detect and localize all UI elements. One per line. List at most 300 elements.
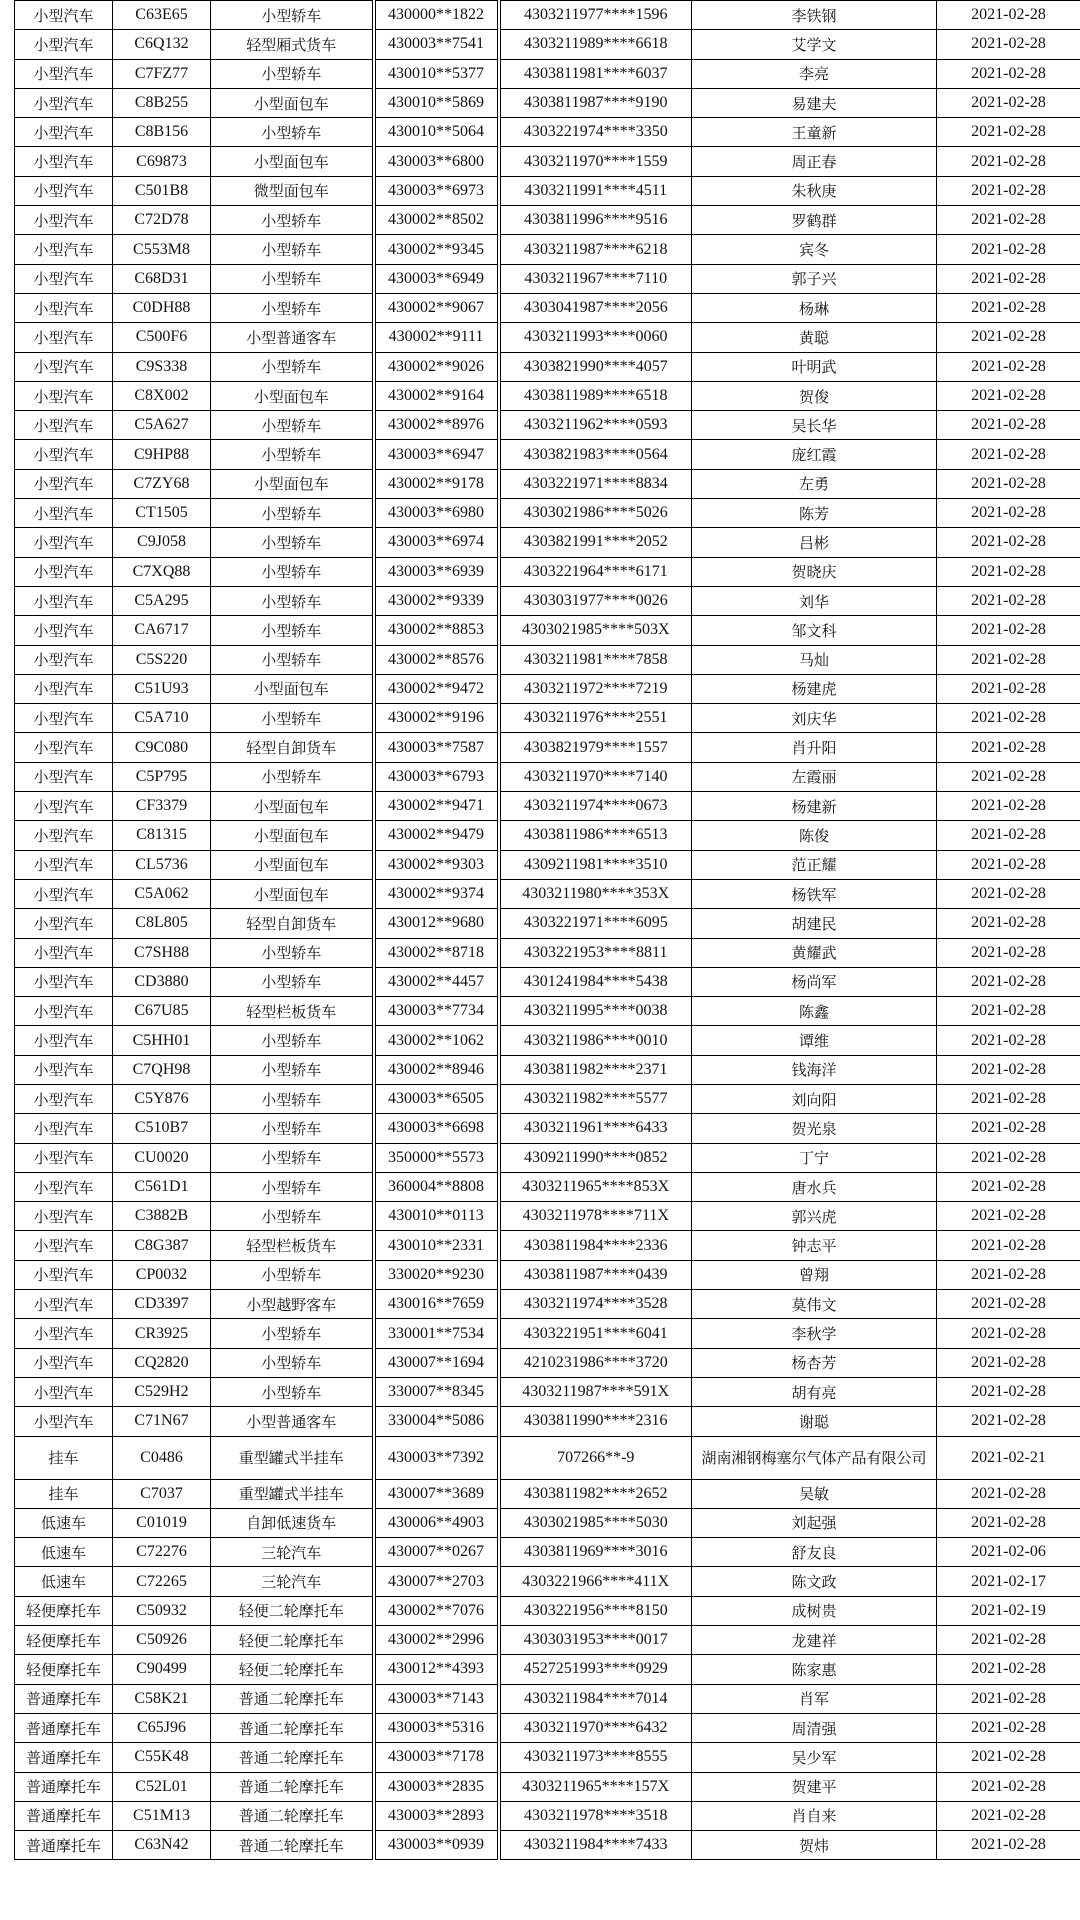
vehicle-category-cell: 小型汽车 — [15, 997, 113, 1026]
date-cell: 2021-02-28 — [937, 674, 1080, 703]
code-cell: 430002**9479 — [374, 821, 499, 850]
id-number-cell: 4303211967****7110 — [499, 264, 692, 293]
plate-number-cell: C5S220 — [113, 645, 211, 674]
plate-number-cell: C51U93 — [113, 674, 211, 703]
code-cell: 330007**8345 — [374, 1377, 499, 1406]
id-number-cell: 4303211995****0038 — [499, 997, 692, 1026]
table-row — [15, 1436, 1080, 1479]
table-row — [15, 1508, 1080, 1537]
plate-number-cell: CD3397 — [113, 1290, 211, 1319]
owner-name-cell: 钟志平 — [692, 1231, 937, 1260]
date-cell: 2021-02-28 — [937, 1, 1080, 30]
vehicle-category-cell: 小型汽车 — [15, 528, 113, 557]
owner-name-cell: 杨尚军 — [692, 967, 937, 996]
vehicle-type-cell: 普通二轮摩托车 — [211, 1713, 374, 1742]
vehicle-type-cell: 小型轿车 — [211, 1055, 374, 1084]
id-number-cell: 4303211970****1559 — [499, 147, 692, 176]
id-number-cell: 4303021986****5026 — [499, 499, 692, 528]
table-row — [15, 323, 1080, 352]
date-cell: 2021-02-28 — [937, 1026, 1080, 1055]
id-number-cell: 4303221966****411X — [499, 1567, 692, 1596]
table-row — [15, 469, 1080, 498]
table-row — [15, 1026, 1080, 1055]
date-cell: 2021-02-28 — [937, 206, 1080, 235]
id-number-cell: 4303811989****6518 — [499, 381, 692, 410]
plate-number-cell: CD3880 — [113, 967, 211, 996]
plate-number-cell: C55K48 — [113, 1743, 211, 1772]
vehicle-type-cell: 轻便二轮摩托车 — [211, 1596, 374, 1625]
code-cell: 430002**9471 — [374, 792, 499, 821]
code-cell: 430003**5316 — [374, 1713, 499, 1742]
vehicle-category-cell: 低速车 — [15, 1538, 113, 1567]
plate-number-cell: CF3379 — [113, 792, 211, 821]
owner-name-cell: 杨建新 — [692, 792, 937, 821]
vehicle-type-cell: 小型轿车 — [211, 704, 374, 733]
owner-name-cell: 罗鹤群 — [692, 206, 937, 235]
id-number-cell: 4303211973****8555 — [499, 1743, 692, 1772]
code-cell: 430000**1822 — [374, 1, 499, 30]
code-cell: 430010**0113 — [374, 1202, 499, 1231]
table-row — [15, 1319, 1080, 1348]
id-number-cell: 4303221971****8834 — [499, 469, 692, 498]
plate-number-cell: C52L01 — [113, 1772, 211, 1801]
date-cell: 2021-02-28 — [937, 1084, 1080, 1113]
vehicle-category-cell: 小型汽车 — [15, 586, 113, 615]
vehicle-category-cell: 小型汽车 — [15, 616, 113, 645]
owner-name-cell: 陈家惠 — [692, 1655, 937, 1684]
date-cell: 2021-02-28 — [937, 1290, 1080, 1319]
plate-number-cell: C7ZY68 — [113, 469, 211, 498]
date-cell: 2021-02-28 — [937, 1407, 1080, 1436]
code-cell: 430003**7734 — [374, 997, 499, 1026]
id-number-cell: 4303811990****2316 — [499, 1407, 692, 1436]
plate-number-cell: C3882B — [113, 1202, 211, 1231]
table-row — [15, 352, 1080, 381]
date-cell: 2021-02-28 — [937, 1713, 1080, 1742]
id-number-cell: 4303821979****1557 — [499, 733, 692, 762]
table-row — [15, 1055, 1080, 1084]
plate-number-cell: C69873 — [113, 147, 211, 176]
owner-name-cell: 湖南湘钢梅塞尔气体产品有限公司 — [692, 1436, 937, 1479]
table-row — [15, 1538, 1080, 1567]
plate-number-cell: C5Y876 — [113, 1084, 211, 1113]
code-cell: 430002**9026 — [374, 352, 499, 381]
vehicle-category-cell: 小型汽车 — [15, 850, 113, 879]
code-cell: 430010**5377 — [374, 59, 499, 88]
vehicle-category-cell: 小型汽车 — [15, 879, 113, 908]
vehicle-type-cell: 小型面包车 — [211, 879, 374, 908]
plate-number-cell: C8B156 — [113, 118, 211, 147]
code-cell: 430003**7541 — [374, 30, 499, 59]
vehicle-type-cell: 小型轿车 — [211, 59, 374, 88]
code-cell: 430002**9196 — [374, 704, 499, 733]
date-cell: 2021-02-28 — [937, 528, 1080, 557]
code-cell: 430002**9472 — [374, 674, 499, 703]
id-number-cell: 4303031953****0017 — [499, 1626, 692, 1655]
date-cell: 2021-02-28 — [937, 1626, 1080, 1655]
table-row — [15, 176, 1080, 205]
vehicle-type-cell: 微型面包车 — [211, 176, 374, 205]
id-number-cell: 4303211987****591X — [499, 1377, 692, 1406]
id-number-cell: 4527251993****0929 — [499, 1655, 692, 1684]
owner-name-cell: 贺光泉 — [692, 1114, 937, 1143]
vehicle-category-cell: 小型汽车 — [15, 1407, 113, 1436]
vehicle-type-cell: 小型轿车 — [211, 1260, 374, 1289]
vehicle-category-cell: 普通摩托车 — [15, 1772, 113, 1801]
vehicle-type-cell: 轻便二轮摩托车 — [211, 1626, 374, 1655]
code-cell: 430002**7076 — [374, 1596, 499, 1625]
vehicle-type-cell: 小型轿车 — [211, 1202, 374, 1231]
table-row — [15, 1290, 1080, 1319]
table-body — [15, 1, 1080, 1860]
plate-number-cell: C63N42 — [113, 1831, 211, 1860]
plate-number-cell: C0DH88 — [113, 293, 211, 322]
date-cell: 2021-02-28 — [937, 1114, 1080, 1143]
owner-name-cell: 李铁钢 — [692, 1, 937, 30]
date-cell: 2021-02-06 — [937, 1538, 1080, 1567]
plate-number-cell: C8X002 — [113, 381, 211, 410]
date-cell: 2021-02-28 — [937, 645, 1080, 674]
plate-number-cell: C5A062 — [113, 879, 211, 908]
id-number-cell: 4303221953****8811 — [499, 938, 692, 967]
plate-number-cell: C8L805 — [113, 909, 211, 938]
id-number-cell: 4309211981****3510 — [499, 850, 692, 879]
code-cell: 430002**9339 — [374, 586, 499, 615]
id-number-cell: 4301241984****5438 — [499, 967, 692, 996]
plate-number-cell: CU0020 — [113, 1143, 211, 1172]
vehicle-type-cell: 小型轿车 — [211, 206, 374, 235]
id-number-cell: 4303821991****2052 — [499, 528, 692, 557]
date-cell: 2021-02-28 — [937, 323, 1080, 352]
code-cell: 430003**6974 — [374, 528, 499, 557]
owner-name-cell: 吴长华 — [692, 411, 937, 440]
date-cell: 2021-02-28 — [937, 1801, 1080, 1830]
vehicle-type-cell: 小型轿车 — [211, 762, 374, 791]
table-row — [15, 1084, 1080, 1113]
plate-number-cell: C500F6 — [113, 323, 211, 352]
id-number-cell: 4303211965****157X — [499, 1772, 692, 1801]
plate-number-cell: C5A627 — [113, 411, 211, 440]
vehicle-type-cell: 小型轿车 — [211, 411, 374, 440]
table-row — [15, 88, 1080, 117]
code-cell: 430002**2996 — [374, 1626, 499, 1655]
table-row — [15, 1, 1080, 30]
date-cell: 2021-02-28 — [937, 821, 1080, 850]
owner-name-cell: 左霞丽 — [692, 762, 937, 791]
date-cell: 2021-02-28 — [937, 967, 1080, 996]
table-row — [15, 1377, 1080, 1406]
vehicle-category-cell: 小型汽车 — [15, 1, 113, 30]
vehicle-category-cell: 小型汽车 — [15, 352, 113, 381]
plate-number-cell: C63E65 — [113, 1, 211, 30]
plate-number-cell: C51M13 — [113, 1801, 211, 1830]
vehicle-category-cell: 小型汽车 — [15, 938, 113, 967]
table-row — [15, 30, 1080, 59]
code-cell: 430003**6949 — [374, 264, 499, 293]
owner-name-cell: 刘起强 — [692, 1508, 937, 1537]
vehicle-category-cell: 挂车 — [15, 1479, 113, 1508]
plate-number-cell: C50932 — [113, 1596, 211, 1625]
code-cell: 430007**1694 — [374, 1348, 499, 1377]
table-row — [15, 411, 1080, 440]
date-cell: 2021-02-21 — [937, 1436, 1080, 1479]
table-row — [15, 645, 1080, 674]
table-row — [15, 118, 1080, 147]
vehicle-category-cell: 普通摩托车 — [15, 1801, 113, 1830]
date-cell: 2021-02-28 — [937, 235, 1080, 264]
owner-name-cell: 陈芳 — [692, 499, 937, 528]
plate-number-cell: C67U85 — [113, 997, 211, 1026]
owner-name-cell: 陈俊 — [692, 821, 937, 850]
plate-number-cell: C7SH88 — [113, 938, 211, 967]
vehicle-type-cell: 三轮汽车 — [211, 1567, 374, 1596]
vehicle-type-cell: 小型轿车 — [211, 1026, 374, 1055]
id-number-cell: 4303211978****3518 — [499, 1801, 692, 1830]
vehicle-category-cell: 小型汽车 — [15, 674, 113, 703]
table-row — [15, 704, 1080, 733]
table-row — [15, 1596, 1080, 1625]
plate-number-cell: CT1505 — [113, 499, 211, 528]
date-cell: 2021-02-28 — [937, 762, 1080, 791]
owner-name-cell: 肖军 — [692, 1684, 937, 1713]
owner-name-cell: 李亮 — [692, 59, 937, 88]
id-number-cell: 4303821990****4057 — [499, 352, 692, 381]
id-number-cell: 4303221951****6041 — [499, 1319, 692, 1348]
owner-name-cell: 马灿 — [692, 645, 937, 674]
code-cell: 430002**9111 — [374, 323, 499, 352]
table-row — [15, 1202, 1080, 1231]
plate-number-cell: C5P795 — [113, 762, 211, 791]
id-number-cell: 4303811987****9190 — [499, 88, 692, 117]
code-cell: 430010**5064 — [374, 118, 499, 147]
vehicle-category-cell: 小型汽车 — [15, 1348, 113, 1377]
vehicle-category-cell: 小型汽车 — [15, 1260, 113, 1289]
table-row — [15, 1172, 1080, 1201]
plate-number-cell: C58K21 — [113, 1684, 211, 1713]
code-cell: 430006**4903 — [374, 1508, 499, 1537]
plate-number-cell: C72276 — [113, 1538, 211, 1567]
date-cell: 2021-02-28 — [937, 1055, 1080, 1084]
id-number-cell: 4303211962****0593 — [499, 411, 692, 440]
vehicle-category-cell: 小型汽车 — [15, 118, 113, 147]
id-number-cell: 707266**-9 — [499, 1436, 692, 1479]
date-cell: 2021-02-28 — [937, 118, 1080, 147]
table-row — [15, 1684, 1080, 1713]
table-row — [15, 1567, 1080, 1596]
id-number-cell: 4303221956****8150 — [499, 1596, 692, 1625]
owner-name-cell: 宾冬 — [692, 235, 937, 264]
table-row — [15, 821, 1080, 850]
vehicle-type-cell: 轻型栏板货车 — [211, 1231, 374, 1260]
vehicle-type-cell: 小型轿车 — [211, 938, 374, 967]
owner-name-cell: 唐水兵 — [692, 1172, 937, 1201]
code-cell: 430002**9178 — [374, 469, 499, 498]
id-number-cell: 4303211981****7858 — [499, 645, 692, 674]
vehicle-category-cell: 小型汽车 — [15, 1026, 113, 1055]
table-row — [15, 616, 1080, 645]
vehicle-category-cell: 小型汽车 — [15, 1172, 113, 1201]
vehicle-category-cell: 小型汽车 — [15, 1290, 113, 1319]
date-cell: 2021-02-28 — [937, 1143, 1080, 1172]
owner-name-cell: 黄耀武 — [692, 938, 937, 967]
vehicle-category-cell: 小型汽车 — [15, 411, 113, 440]
id-number-cell: 4303211980****353X — [499, 879, 692, 908]
plate-number-cell: C561D1 — [113, 1172, 211, 1201]
code-cell: 430002**4457 — [374, 967, 499, 996]
date-cell: 2021-02-28 — [937, 293, 1080, 322]
table-row — [15, 1348, 1080, 1377]
owner-name-cell: 胡建民 — [692, 909, 937, 938]
vehicle-type-cell: 自卸低速货车 — [211, 1508, 374, 1537]
vehicle-category-cell: 小型汽车 — [15, 821, 113, 850]
owner-name-cell: 莫伟文 — [692, 1290, 937, 1319]
plate-number-cell: C5A710 — [113, 704, 211, 733]
table-row — [15, 1479, 1080, 1508]
id-number-cell: 4309211990****0852 — [499, 1143, 692, 1172]
id-number-cell: 4303211970****7140 — [499, 762, 692, 791]
owner-name-cell: 胡有亮 — [692, 1377, 937, 1406]
code-cell: 430003**6698 — [374, 1114, 499, 1143]
vehicle-type-cell: 小型轿车 — [211, 1143, 374, 1172]
table-row — [15, 206, 1080, 235]
code-cell: 430002**9067 — [374, 293, 499, 322]
date-cell: 2021-02-28 — [937, 1684, 1080, 1713]
date-cell: 2021-02-28 — [937, 1172, 1080, 1201]
plate-number-cell: CL5736 — [113, 850, 211, 879]
vehicle-type-cell: 小型轿车 — [211, 1377, 374, 1406]
code-cell: 430003**7392 — [374, 1436, 499, 1479]
date-cell: 2021-02-28 — [937, 1508, 1080, 1537]
owner-name-cell: 陈鑫 — [692, 997, 937, 1026]
id-number-cell: 4303821983****0564 — [499, 440, 692, 469]
owner-name-cell: 杨杏芳 — [692, 1348, 937, 1377]
vehicle-type-cell: 轻型自卸货车 — [211, 909, 374, 938]
code-cell: 430010**2331 — [374, 1231, 499, 1260]
plate-number-cell: C7XQ88 — [113, 557, 211, 586]
code-cell: 430003**7143 — [374, 1684, 499, 1713]
code-cell: 350000**5573 — [374, 1143, 499, 1172]
owner-name-cell: 贺炜 — [692, 1831, 937, 1860]
vehicle-type-cell: 小型轿车 — [211, 557, 374, 586]
vehicle-category-cell: 小型汽车 — [15, 967, 113, 996]
date-cell: 2021-02-28 — [937, 1479, 1080, 1508]
id-number-cell: 4210231986****3720 — [499, 1348, 692, 1377]
date-cell: 2021-02-28 — [937, 586, 1080, 615]
code-cell: 430003**6800 — [374, 147, 499, 176]
plate-number-cell: C7QH98 — [113, 1055, 211, 1084]
date-cell: 2021-02-28 — [937, 1231, 1080, 1260]
owner-name-cell: 吕彬 — [692, 528, 937, 557]
vehicle-type-cell: 小型普通客车 — [211, 1407, 374, 1436]
code-cell: 430003**6505 — [374, 1084, 499, 1113]
plate-number-cell: C72265 — [113, 1567, 211, 1596]
code-cell: 430002**1062 — [374, 1026, 499, 1055]
vehicle-type-cell: 轻便二轮摩托车 — [211, 1655, 374, 1684]
code-cell: 430003**6980 — [374, 499, 499, 528]
id-number-cell: 4303221974****3350 — [499, 118, 692, 147]
code-cell: 430003**6939 — [374, 557, 499, 586]
vehicle-type-cell: 小型面包车 — [211, 469, 374, 498]
plate-number-cell: C0486 — [113, 1436, 211, 1479]
date-cell: 2021-02-28 — [937, 30, 1080, 59]
date-cell: 2021-02-28 — [937, 909, 1080, 938]
owner-name-cell: 刘华 — [692, 586, 937, 615]
code-cell: 430002**9374 — [374, 879, 499, 908]
id-number-cell: 4303811996****9516 — [499, 206, 692, 235]
table-row — [15, 733, 1080, 762]
vehicle-category-cell: 小型汽车 — [15, 909, 113, 938]
id-number-cell: 4303211986****0010 — [499, 1026, 692, 1055]
vehicle-type-cell: 小型面包车 — [211, 381, 374, 410]
vehicle-type-cell: 小型越野客车 — [211, 1290, 374, 1319]
table-row — [15, 792, 1080, 821]
vehicle-records-table — [14, 0, 1080, 1860]
table-row — [15, 557, 1080, 586]
code-cell: 330001**7534 — [374, 1319, 499, 1348]
id-number-cell: 4303211987****6218 — [499, 235, 692, 264]
date-cell: 2021-02-28 — [937, 411, 1080, 440]
owner-name-cell: 杨琳 — [692, 293, 937, 322]
id-number-cell: 4303211965****853X — [499, 1172, 692, 1201]
code-cell: 430002**9345 — [374, 235, 499, 264]
owner-name-cell: 舒友良 — [692, 1538, 937, 1567]
code-cell: 430003**7587 — [374, 733, 499, 762]
owner-name-cell: 刘向阳 — [692, 1084, 937, 1113]
table-row — [15, 499, 1080, 528]
plate-number-cell: CP0032 — [113, 1260, 211, 1289]
vehicle-type-cell: 小型轿车 — [211, 1, 374, 30]
owner-name-cell: 钱海洋 — [692, 1055, 937, 1084]
id-number-cell: 4303221964****6171 — [499, 557, 692, 586]
table-row — [15, 909, 1080, 938]
code-cell: 430003**2893 — [374, 1801, 499, 1830]
code-cell: 430007**0267 — [374, 1538, 499, 1567]
vehicle-type-cell: 重型罐式半挂车 — [211, 1436, 374, 1479]
plate-number-cell: C553M8 — [113, 235, 211, 264]
plate-number-cell: C501B8 — [113, 176, 211, 205]
id-number-cell: 4303811969****3016 — [499, 1538, 692, 1567]
id-number-cell: 4303811984****2336 — [499, 1231, 692, 1260]
table-row — [15, 879, 1080, 908]
id-number-cell: 4303211961****6433 — [499, 1114, 692, 1143]
vehicle-type-cell: 小型轿车 — [211, 528, 374, 557]
date-cell: 2021-02-28 — [937, 1260, 1080, 1289]
code-cell: 430003**6947 — [374, 440, 499, 469]
code-cell: 430003**2835 — [374, 1772, 499, 1801]
id-number-cell: 4303211974****0673 — [499, 792, 692, 821]
date-cell: 2021-02-28 — [937, 1319, 1080, 1348]
table-row — [15, 967, 1080, 996]
vehicle-category-cell: 小型汽车 — [15, 1202, 113, 1231]
plate-number-cell: C8G387 — [113, 1231, 211, 1260]
vehicle-category-cell: 小型汽车 — [15, 762, 113, 791]
date-cell: 2021-02-28 — [937, 1743, 1080, 1772]
code-cell: 430007**3689 — [374, 1479, 499, 1508]
vehicle-type-cell: 普通二轮摩托车 — [211, 1831, 374, 1860]
owner-name-cell: 郭子兴 — [692, 264, 937, 293]
owner-name-cell: 叶明武 — [692, 352, 937, 381]
id-number-cell: 4303211991****4511 — [499, 176, 692, 205]
vehicle-type-cell: 小型轿车 — [211, 264, 374, 293]
plate-number-cell: C90499 — [113, 1655, 211, 1684]
plate-number-cell: C9J058 — [113, 528, 211, 557]
vehicle-category-cell: 小型汽车 — [15, 59, 113, 88]
id-number-cell: 4303211974****3528 — [499, 1290, 692, 1319]
owner-name-cell: 朱秋庚 — [692, 176, 937, 205]
date-cell: 2021-02-28 — [937, 469, 1080, 498]
plate-number-cell: C6Q132 — [113, 30, 211, 59]
owner-name-cell: 成树贵 — [692, 1596, 937, 1625]
